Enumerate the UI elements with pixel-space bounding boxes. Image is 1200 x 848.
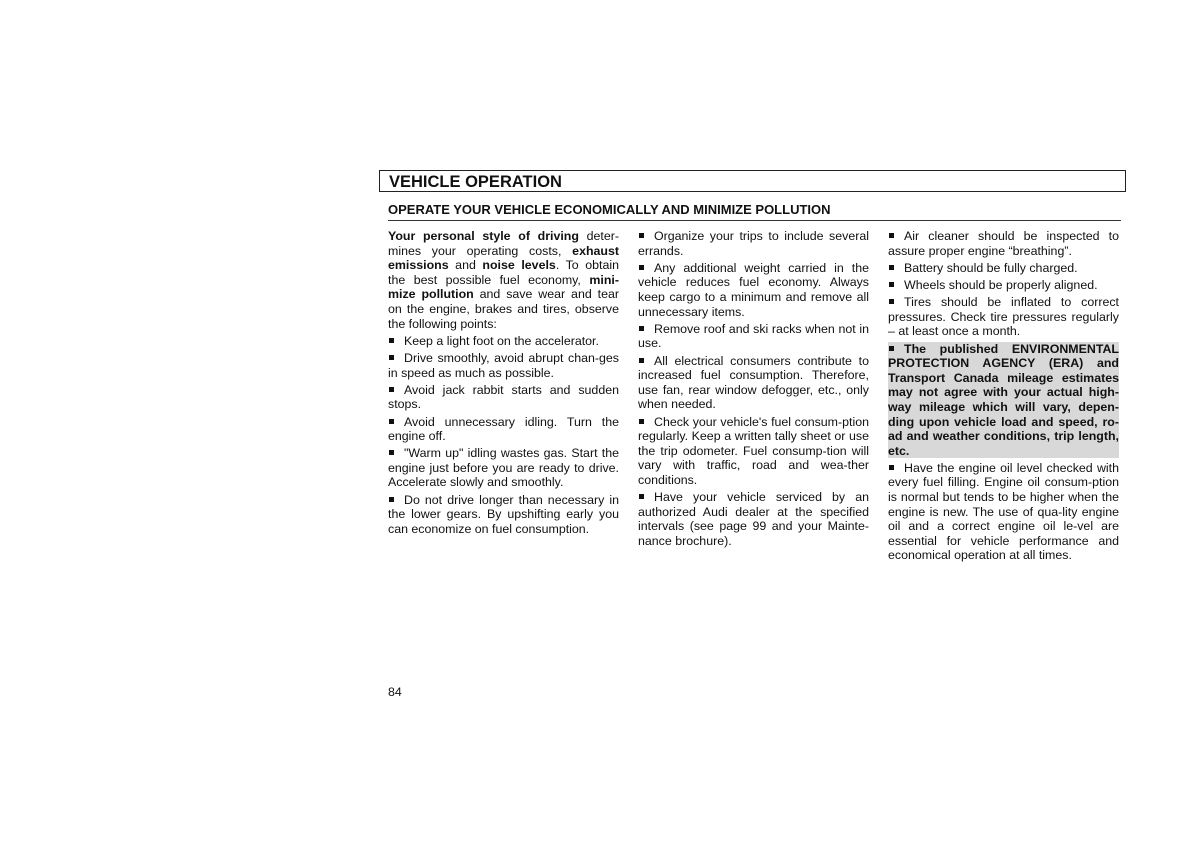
- highlighted-notice: The published ENVIRONMENTAL PROTECTION AGENCY (ERA) and Transport Canada mileage estimates may not agree with your actual high-way mileage which will vary, depen-ding upon vehicle load and speed, ro-ad and weather conditions, trip length, etc.: [888, 341, 1119, 458]
- intro-text-4: and save wear and tear on the engine, brakes and tires, observe the following points:: [388, 287, 619, 331]
- intro-paragraph: [388, 229, 619, 331]
- list-item: Keep a light foot on the accelerator.: [388, 334, 619, 349]
- column-3: [888, 229, 1119, 566]
- list-item: Tires should be inflated to correct pressures. Check tire pressures regularly – at least once a month.: [888, 295, 1119, 339]
- bullet-icon: [889, 346, 894, 351]
- list-item: Any additional weight carried in the vehicle reduces fuel economy. Always keep cargo to a minimum and remove all unnecessary items.: [638, 260, 869, 319]
- bullet-icon: [639, 494, 644, 499]
- list-item: "Warm up" idling wastes gas. Start the engine just before you are ready to drive. Accelerate slowly and smoothly.: [388, 446, 619, 490]
- bullet-icon: [389, 419, 394, 424]
- bullet-icon: [389, 387, 394, 392]
- intro-text-3: . To obtain the best possible fuel economy,: [388, 258, 620, 287]
- list-item: Avoid jack rabbit starts and sudden stops.: [388, 382, 619, 412]
- list-item: Organize your trips to include several errands.: [638, 229, 869, 258]
- intro-text-1: deter-mines your operating costs,: [388, 229, 619, 258]
- section-header-box: [379, 170, 1126, 192]
- list-item: Battery should be fully charged.: [888, 261, 1119, 276]
- list-item: Air cleaner should be inspected to assure proper engine “breathing”.: [888, 229, 1119, 258]
- intro-bold-3: noise levels: [482, 258, 556, 273]
- list-item: Have the engine oil level checked with every fuel filling. Engine oil consum-ption is normal but tends to be higher when the engine is new. The use of qua-lity engine oil and a correct engine oil le-vel are essential for vehicle performance and economical operation at all times.: [888, 460, 1119, 563]
- list-item: Drive smoothly, avoid abrupt chan-ges in speed as much as possible.: [388, 350, 619, 380]
- column-2: [638, 229, 869, 551]
- bullet-icon: [889, 233, 894, 238]
- bullet-icon: [889, 299, 894, 304]
- bullet-icon: [389, 338, 394, 343]
- page-number: 84: [388, 685, 402, 699]
- bullet-icon: [889, 282, 894, 287]
- intro-bold-4: mini-mize pollution: [388, 272, 619, 302]
- bullet-icon: [389, 355, 394, 360]
- bullet-icon: [889, 265, 894, 270]
- subheading: OPERATE YOUR VEHICLE ECONOMICALLY AND MINIMIZE POLLUTION: [388, 202, 831, 217]
- list-item: Check your vehicle's fuel consum-ption regularly. Keep a written tally sheet or use the trip odometer. Fuel consump-tion will vary with traffic, road and wea-ther conditions.: [638, 414, 869, 487]
- list-item: Have your vehicle serviced by an authorized Audi dealer at the specified intervals (see page 99 and your Mainte-nance brochure).: [638, 490, 869, 548]
- bullet-icon: [639, 419, 644, 424]
- bullet-icon: [389, 450, 394, 455]
- intro-bold-1: Your personal style of driving: [388, 229, 579, 243]
- bullet-icon: [639, 233, 644, 238]
- list-item: Remove roof and ski racks when not in use.: [638, 321, 869, 351]
- section-title: VEHICLE OPERATION: [389, 173, 562, 191]
- bullet-icon: [389, 497, 394, 502]
- list-item: Wheels should be properly aligned.: [888, 278, 1119, 293]
- bullet-icon: [639, 326, 644, 331]
- bullet-icon: [639, 265, 644, 270]
- list-item: All electrical consumers contribute to increased fuel consumption. Therefore, use fan, rear window defogger, etc., only when needed.: [638, 353, 869, 412]
- bullet-icon: [889, 465, 894, 470]
- intro-text-2: and: [448, 258, 483, 273]
- column-1: [388, 229, 619, 539]
- intro-bold-2: exhaust emissions: [388, 243, 619, 273]
- bullet-icon: [639, 358, 644, 363]
- subheading-rule: [388, 220, 1121, 221]
- list-item: Do not drive longer than necessary in the lower gears. By upshifting early you can economize on fuel consumption.: [388, 492, 619, 536]
- list-item: Avoid unnecessary idling. Turn the engine off.: [388, 414, 619, 444]
